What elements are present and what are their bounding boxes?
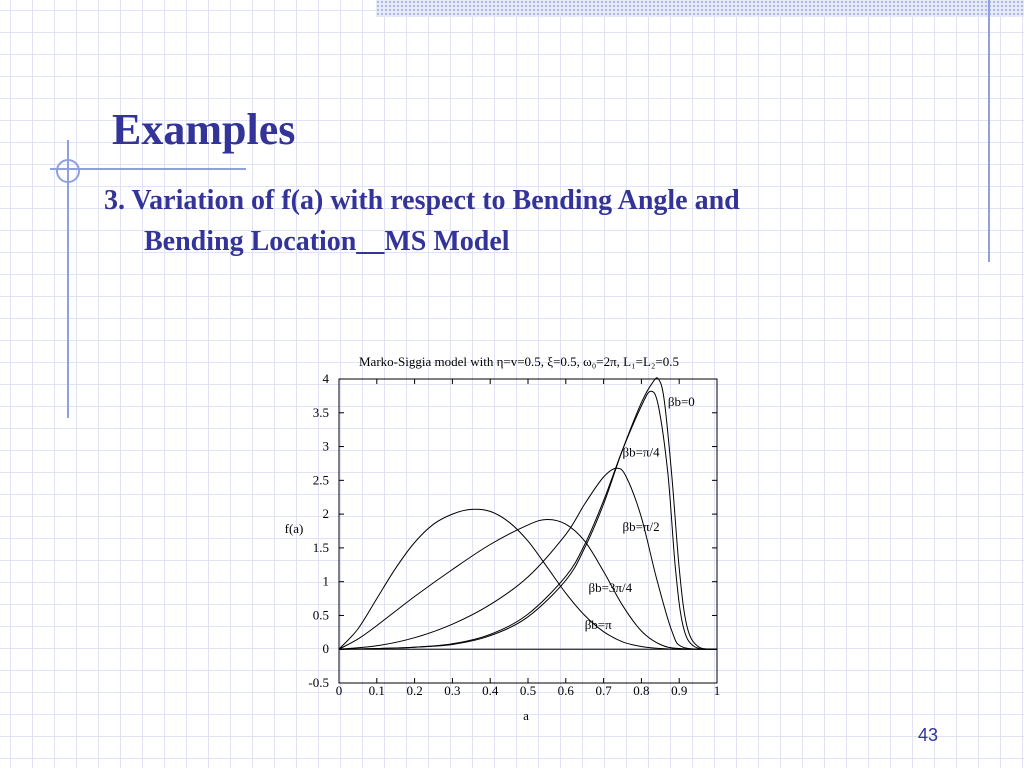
x-tick-label: 0.2 [406,683,423,698]
x-tick-label: 0.8 [633,683,650,698]
page-number: 43 [917,725,938,745]
y-tick-label: 2.5 [312,472,329,488]
x-tick-label: 0.5 [519,683,537,698]
bullet-line-2: Bending Location__MS Model [144,226,510,257]
y-tick-label: 3.5 [312,404,329,420]
series-layer [339,378,717,650]
y-tick-label: 0.5 [312,607,329,623]
x-tick-label: 0 [335,683,343,698]
x-axis-label: a [523,708,529,723]
curve-annotation-3: βb=3π/4 [588,579,633,595]
bullet-line-1: 3. Variation of f(a) with respect to Bending Angle and [104,185,740,216]
y-tick-label: 0 [322,641,329,657]
series-line-4 [339,509,717,649]
slide-title: Examples [112,105,296,154]
x-tick-label: 0.9 [671,683,688,698]
y-tick-label: 1.5 [312,539,329,555]
y-tick-label: 1 [322,573,329,589]
series-line-3 [339,519,717,649]
y-tick-label: 2 [322,506,329,522]
y-tick-label: 3 [322,438,329,454]
curve-annotation-0: βb=0 [667,394,695,410]
x-tick-label: 0.4 [482,683,499,698]
series-line-2 [339,468,717,649]
curve-annotation-2: βb=π/2 [622,519,660,534]
curve-annotation-1: βb=π/4 [622,444,660,460]
x-tick-label: 0.1 [368,683,385,698]
chart-title: Marko-Siggia model with η=v=0.5, ξ=0.5, ω₀=2π, L₁=L₂=0.5 [359,354,679,369]
y-axis-label: f(a) [284,521,304,536]
plot-frame [339,379,717,683]
x-tick-label: 0.7 [595,683,612,698]
curve-annotation-4: βb=π [584,616,612,632]
x-tick-label: 0.3 [444,683,461,698]
y-tick-label: -0.5 [308,675,329,690]
x-tick-label: 0.6 [557,683,574,698]
y-tick-label: 4 [322,371,329,386]
x-tick-label: 1 [713,683,721,698]
